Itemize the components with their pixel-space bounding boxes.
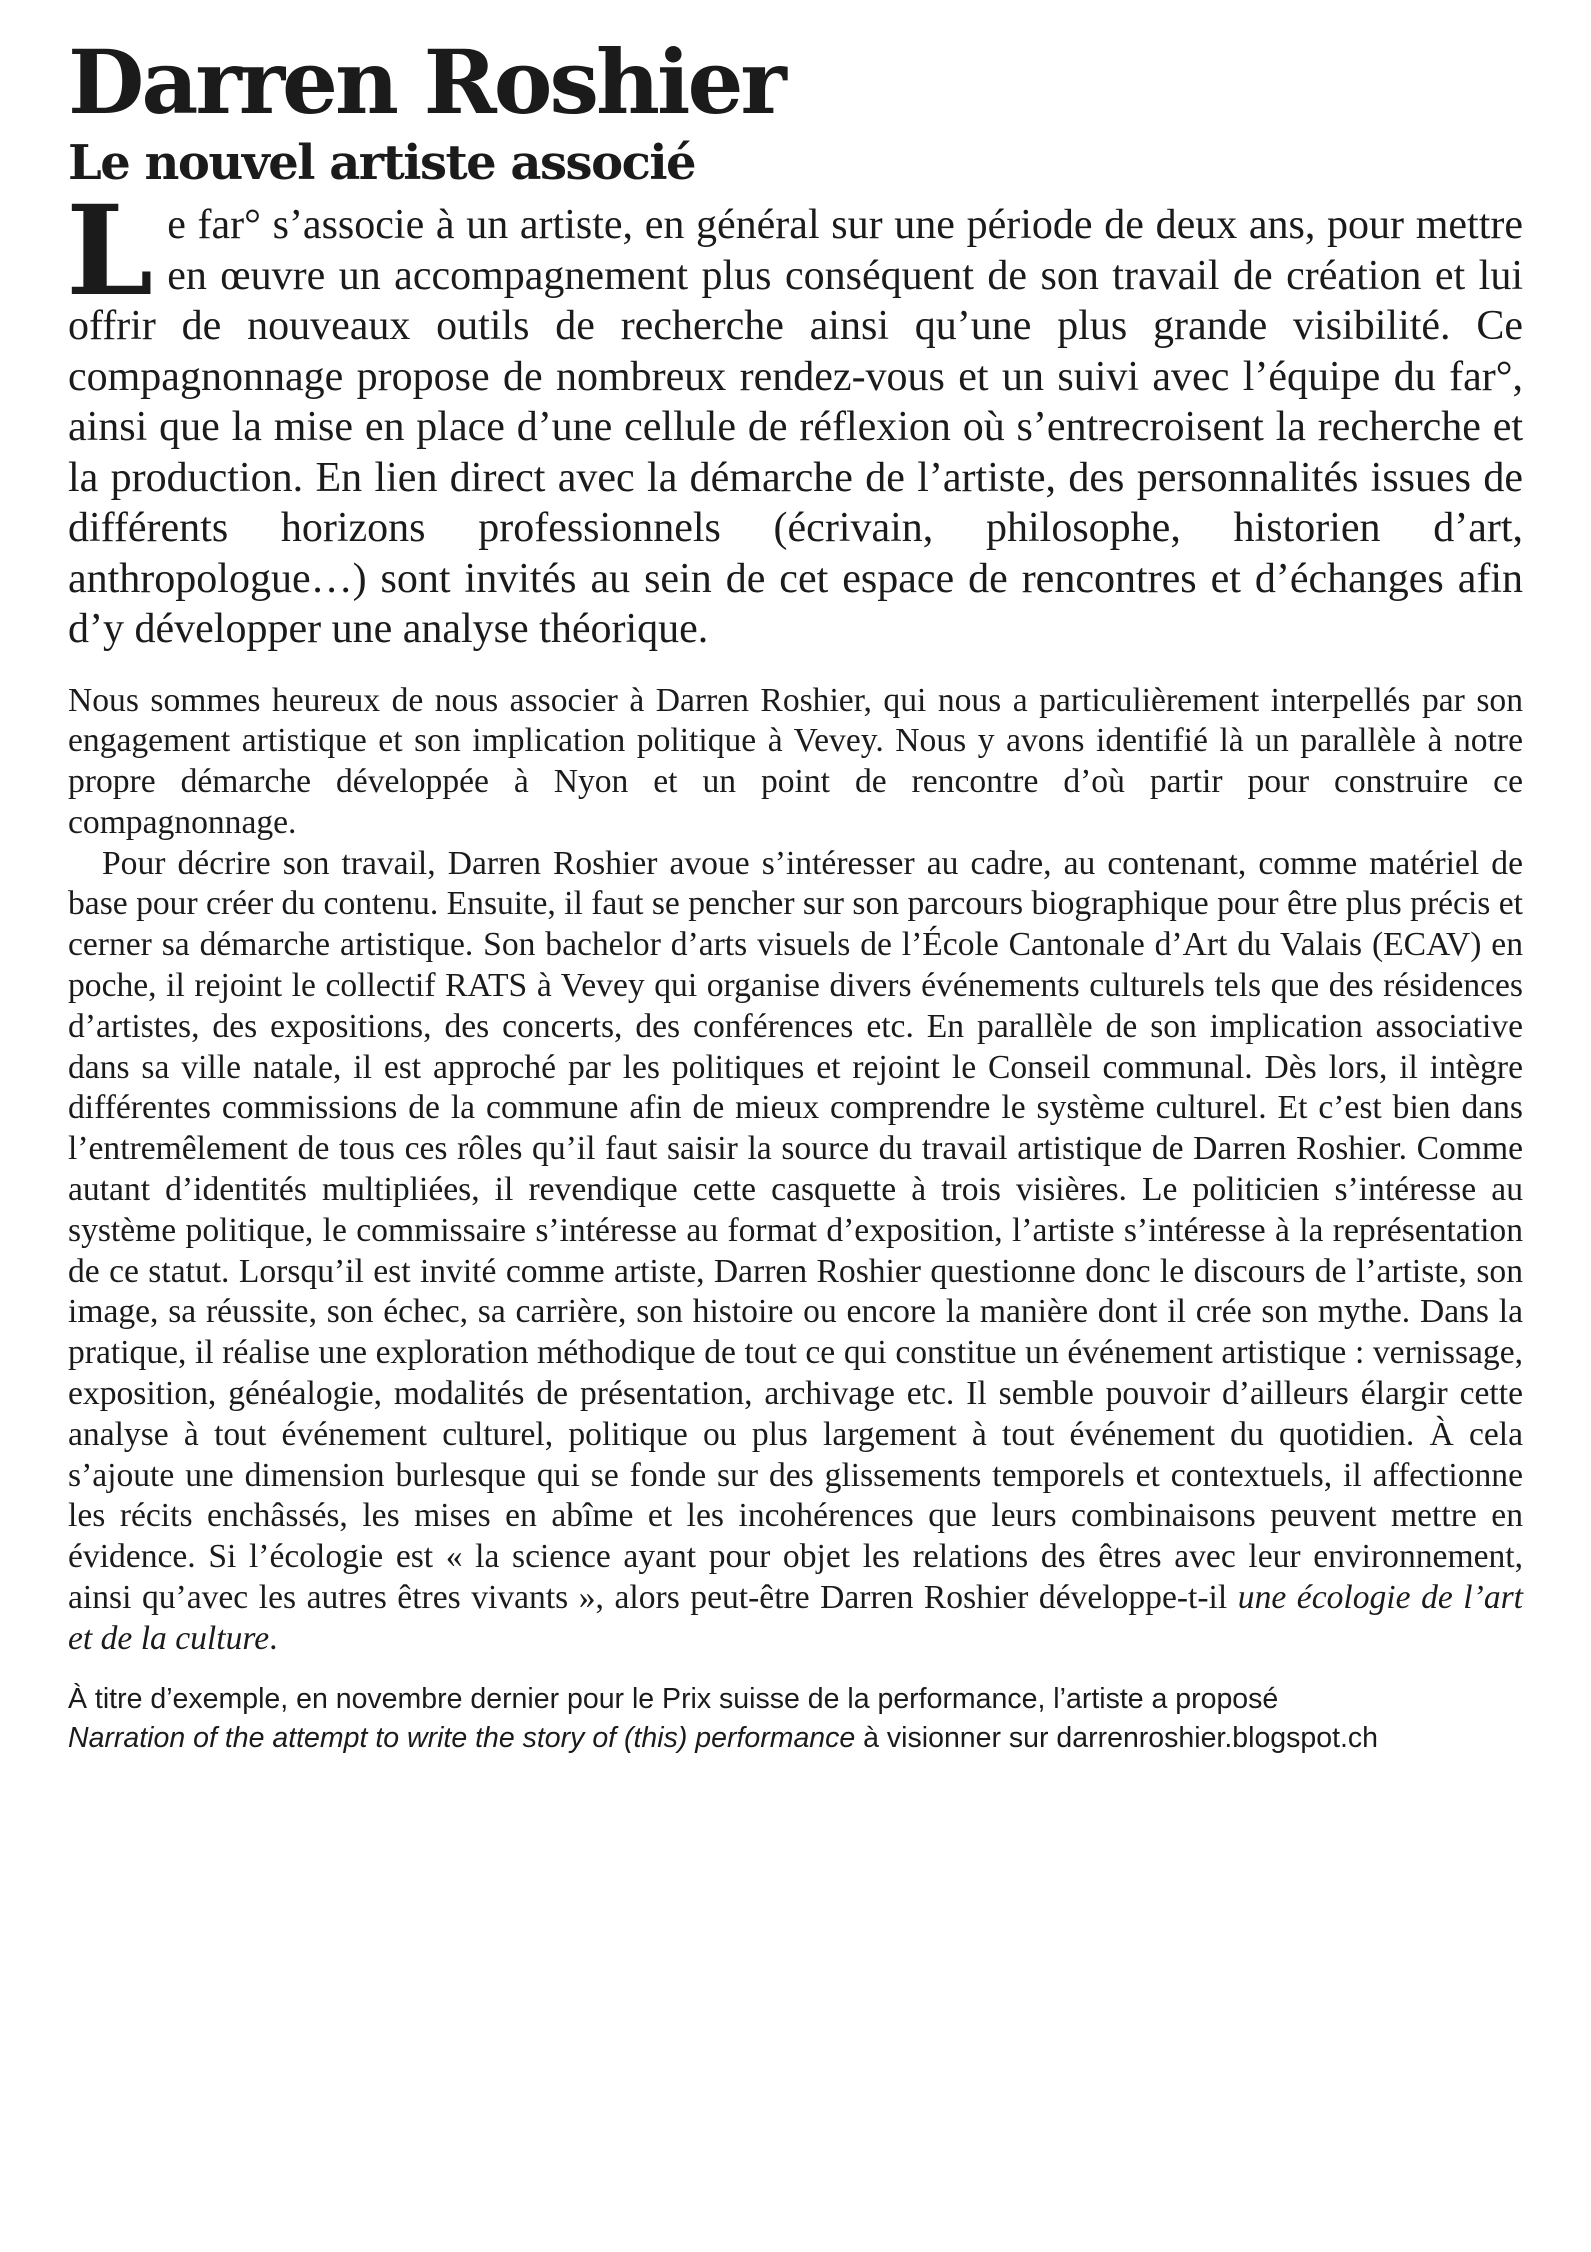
body-paragraph-2-italic: une écologie de l’art et de la culture	[68, 1579, 1524, 1657]
article	[68, 30, 1523, 1758]
body-paragraph-2	[68, 844, 1523, 1660]
footnote-work-title: Narration of the attempt to write the story of (this) performance	[68, 1721, 856, 1754]
drop-cap: L	[66, 179, 154, 324]
intro-paragraph	[66, 179, 1523, 655]
article-body	[68, 681, 1523, 1660]
body-paragraph-1: Nous sommes heureux de nous associer à Darren Roshier, qui nous a particulièrement interpellés par son engagement artistique et son implication politique à Vevey. Nous y avons identifié là un parallèle à notre propre démarche développée à Nyon et un point de rencontre d’où partir pour construire ce compagnonnage.	[68, 681, 1523, 841]
article-subtitle: Le nouvel artiste associé	[68, 135, 696, 191]
footnote-line-2	[68, 1719, 1523, 1758]
article-title: Darren Roshier	[68, 30, 784, 134]
body-paragraph-2-text: Pour décrire son travail, Darren Roshier avoue s’intéresser au cadre, au contenant, comme matériel de base pour créer du contenu. Ensuite, il faut se pencher sur son parcours biographique pour être plus précis et cerner sa démarche artistique. Son bachelor d’arts visuels de l’École Cantonale d’Art du Valais (ECAV) en poche, il rejoint le collectif RATS à Vevey qui organise divers événements culturels tels que des résidences d’artistes, des expositions, des concerts, des conférences etc. En parallèle de son implication associative dans sa ville natale, il est approché par les politiques et rejoint le Conseil communal. Dès lors, il intègre différentes commissions de la commune afin de mieux comprendre le système culturel. Et c’est bien dans l’entremêlement de tous ces rôles qu’il faut saisir la source du travail artistique de Darren Roshier. Comme autant d’identités multipliées, il revendique cette casquette à trois visières. Le politicien s’intéresse au système politique, le commissaire s’intéresse au format d’exposition, l’artiste s’intéresse à la représentation de ce statut. Lorsqu’il est invité comme artiste, Darren Roshier questionne donc le discours de l’artiste, son image, sa réussite, son échec, sa carrière, son histoire ou encore la manière dont il crée son mythe. Dans la pratique, il réalise une exploration méthodique de tout ce qui constitue un événement artistique : vernissage, exposition, généalogie, modalités de présentation, archivage etc. Il semble pouvoir d’ailleurs élargir cette analyse à tout événement culturel, politique ou plus largement à tout événement du quotidien. À cela s’ajoute une dimension burlesque qui se fonde sur des glissements temporels et contextuels, il affectionne les récits enchâssés, les mises en abîme et les incohérences que leurs combinaisons peuvent mettre en évidence. Si l’écologie est « la science ayant pour objet les relations des êtres avec leur environnement, ainsi qu’avec les autres êtres vivants », alors peut-être Darren Roshier développe-t-il	[68, 844, 1523, 1617]
footnote-link-text: à visionner sur darrenroshier.blogspot.ch	[855, 1721, 1379, 1754]
intro-text: e far° s’associe à un artiste, en général sur une période de deux ans, pour mettre en œuvre un accompagnement plus conséquent de son travail de création et lui offrir de nouveaux outils de recherche ainsi qu’une plus grande visibilité. Ce compagnonnage propose de nombreux rendez-vous et un suivi avec l’équipe du far°, ainsi que la mise en place d’une cellule de réflexion où s’entrecroisent la recherche et la production. En lien direct avec la démarche de l’artiste, des personnalités issues de différents horizons professionnels (écrivain, philosophe, historien d’art, anthropologue…) sont invités au sein de cet espace de rencontres et d’échanges afin d’y développer une analyse théorique.	[68, 202, 1523, 652]
footnote	[68, 1680, 1523, 1758]
footnote-line-1: À titre d’exemple, en novembre dernier pour le Prix suisse de la performance, l’artiste a proposé	[68, 1682, 1279, 1715]
body-paragraph-2-end: .	[269, 1619, 278, 1657]
